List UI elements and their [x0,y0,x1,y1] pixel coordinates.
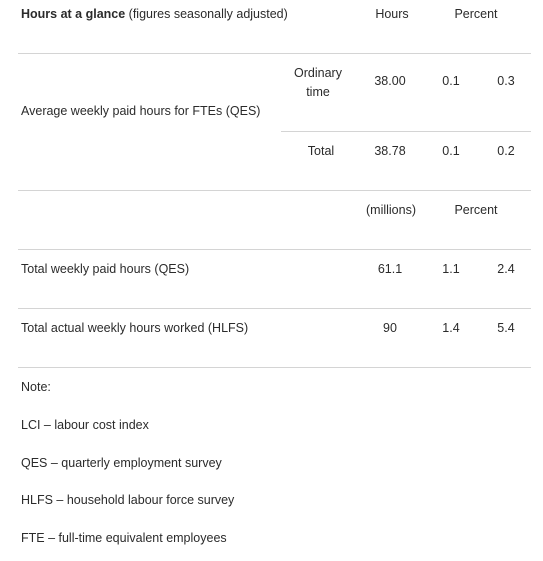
table-title-bold: Hours at a glance [21,7,126,21]
note-item: FTE – full-time equivalent employees [21,531,227,545]
qes-total-label: Total weekly paid hours (QES) [21,262,190,276]
hlfs-total-value: 90 [383,321,397,335]
ordinary-time-percent-2: 0.3 [497,74,515,88]
fte-total-percent-1: 0.1 [442,144,460,158]
ordinary-time-percent-1: 0.1 [442,74,460,88]
qes-total-percent-2: 2.4 [497,262,515,276]
ordinary-time-hours: 38.00 [374,74,406,88]
hlfs-total-percent-1: 1.4 [442,321,460,335]
note-item: LCI – labour cost index [21,418,149,432]
table-title [21,6,288,22]
hlfs-total-percent-2: 5.4 [497,321,515,335]
column-header-hours: Hours [375,7,409,21]
row-divider [18,249,531,250]
fte-total-percent-2: 0.2 [497,144,515,158]
row-divider [18,190,531,191]
sub-row-divider [281,131,531,132]
notes-title: Note: [21,380,51,394]
qes-total-value: 61.1 [377,262,403,276]
ordinary-time-label-line2: time [306,85,330,99]
fte-total-hours: 38.78 [374,144,406,158]
column-header-millions: (millions) [366,203,416,217]
qes-total-percent-1: 1.1 [442,262,460,276]
row-divider [18,53,531,54]
ordinary-time-label-line1: Ordinary [294,66,342,80]
note-item: HLFS – household labour force survey [21,493,235,507]
note-item: QES – quarterly employment survey [21,456,222,470]
hlfs-total-label: Total actual weekly hours worked (HLFS) [21,321,249,335]
column-header-percent-2: Percent [454,203,498,217]
table-title-note: (figures seasonally adjusted) [125,7,288,21]
fte-row-label: Average weekly paid hours for FTEs (QES) [21,104,261,118]
fte-total-label: Total [307,144,335,158]
row-divider [18,367,531,368]
column-header-percent: Percent [454,7,498,21]
row-divider [18,308,531,309]
